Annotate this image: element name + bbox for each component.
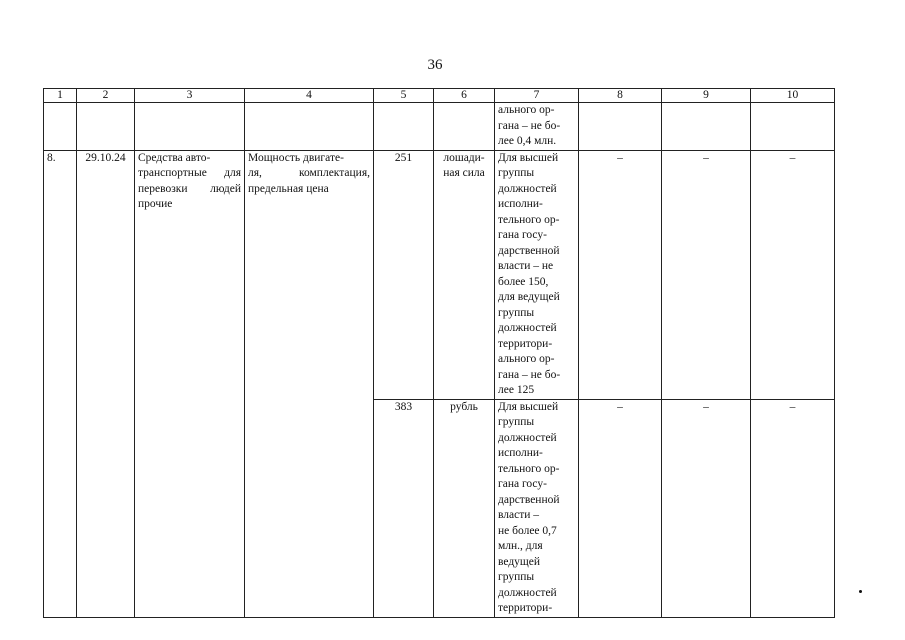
- col-header-2: 2: [77, 89, 135, 103]
- continuation-row: [44, 103, 835, 151]
- col8-value: –: [579, 399, 662, 617]
- col-header-1: 1: [44, 89, 77, 103]
- table-row-8: [44, 150, 835, 399]
- col-header-9: 9: [662, 89, 751, 103]
- col-header-6: 6: [434, 89, 495, 103]
- unit-name: рубль: [434, 399, 495, 617]
- limit-value: Для высшей группы должностей исполни- тельного ор- гана госу- дарственной власти – не более 150, для ведущей группы должностей территори- ального ор- гана – не бо- лее 125: [495, 150, 579, 399]
- product-name: Средства авто- транспортные для перевозки людей прочие: [135, 150, 245, 617]
- product-characteristic: Мощность двигате- ля, комплектация, предельная цена: [245, 150, 374, 617]
- col-header-8: 8: [579, 89, 662, 103]
- col8-value: –: [579, 150, 662, 399]
- col-header-10: 10: [751, 89, 835, 103]
- continuation-value: ального ор- гана – не бо- лее 0,4 млн.: [495, 103, 579, 151]
- page-number: 36: [427, 57, 443, 73]
- scan-dot: [859, 590, 862, 593]
- limit-value: Для высшей группы должностей исполни- тельного ор- гана госу- дарственной власти – не более 0,7 млн., для ведущей группы должностей территори-: [495, 399, 579, 617]
- col9-value: –: [662, 399, 751, 617]
- okpd-code: 29.10.24: [77, 150, 135, 617]
- unit-code: 251: [374, 150, 434, 399]
- col-header-3: 3: [135, 89, 245, 103]
- unit-name: лошади- ная сила: [434, 150, 495, 399]
- row-number: 8.: [44, 150, 77, 617]
- col10-value: –: [751, 399, 835, 617]
- col10-value: –: [751, 150, 835, 399]
- column-number-header: [44, 89, 835, 103]
- col-header-7: 7: [495, 89, 579, 103]
- col9-value: –: [662, 150, 751, 399]
- col-header-4: 4: [245, 89, 374, 103]
- col-header-5: 5: [374, 89, 434, 103]
- requirements-table: [43, 88, 835, 618]
- unit-code: 383: [374, 399, 434, 617]
